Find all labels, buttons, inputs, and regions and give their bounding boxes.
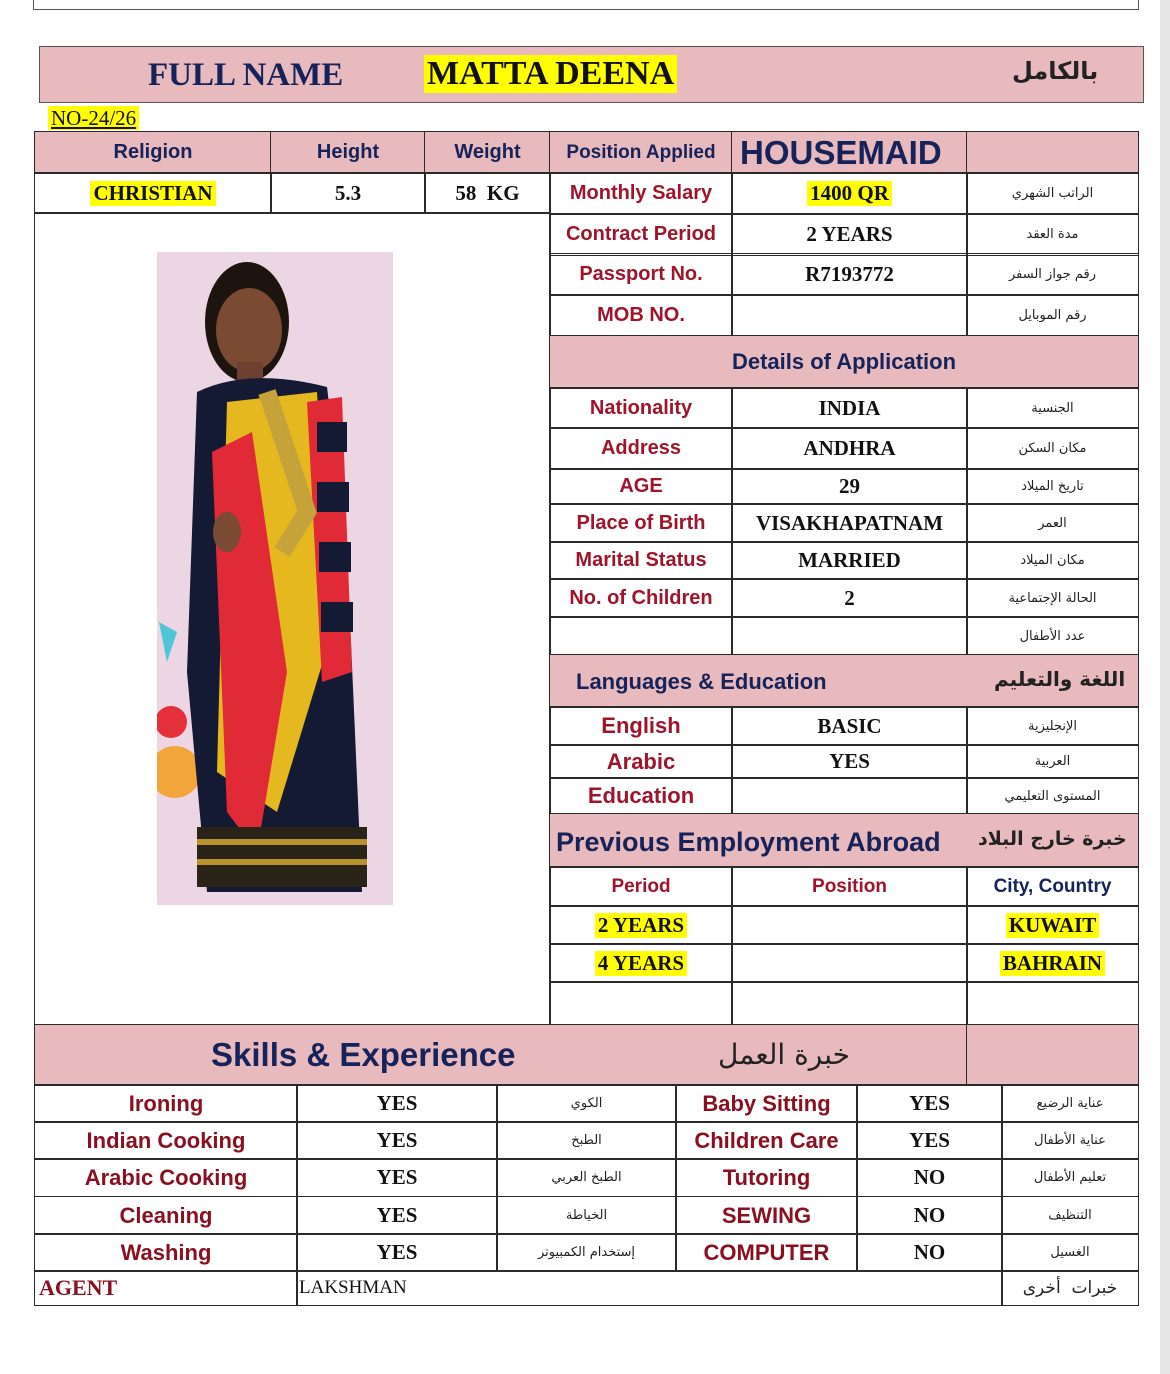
religion-value: CHRISTIAN: [90, 181, 215, 206]
skill-right-label-3: SEWING: [721, 1202, 812, 1228]
skill-right-label-2-cell: [675, 1158, 858, 1197]
contract-arabic-1-cell: [966, 213, 1139, 256]
skill-right-arabic-0-cell: [1001, 1084, 1139, 1123]
contract-label-2: Passport No.: [579, 263, 703, 285]
detail-arabic-1-cell: [966, 427, 1139, 470]
skill-right-arabic-2: تعليم الأطفال: [1033, 1170, 1107, 1185]
contract-value-2-cell: [731, 253, 968, 296]
detail-value-3: VISAKHAPATNAM: [755, 510, 944, 535]
skill-right-value-1: YES: [909, 1128, 950, 1152]
agent-value: LAKSHMAN: [299, 1277, 407, 1298]
agent-arabic: خبرات أخرى: [1022, 1278, 1118, 1298]
detail-arabic-2: تاريخ الميلاد: [1021, 479, 1084, 494]
skill-left-label-0-cell: [34, 1084, 298, 1123]
contract-value-1-cell: [731, 213, 968, 256]
contract-value-2: R7193772: [805, 262, 894, 286]
skill-left-label-1-cell: [34, 1121, 298, 1160]
reference-number: NO-24/26: [48, 106, 139, 130]
skill-left-arabic-0-cell: [496, 1084, 677, 1123]
language-arabic-0: الإنجليزية: [1027, 718, 1078, 734]
language-arabic-0-cell: [966, 706, 1139, 746]
contract-arabic-0-cell: [966, 172, 1139, 215]
detail-value-1: ANDHRA: [803, 436, 896, 460]
detail-label-3: Place of Birth: [576, 511, 706, 534]
skill-right-label-0: Baby Sitting: [702, 1090, 831, 1116]
skill-right-arabic-1: عناية الأطفال: [1034, 1133, 1106, 1148]
skill-right-label-4-cell: [675, 1233, 858, 1272]
skills-header-end: [966, 1024, 1139, 1086]
skill-right-arabic-4: الغسيل: [1050, 1245, 1090, 1260]
candidate-photo: [157, 252, 393, 905]
employment-period-1: 4 YEARS: [595, 951, 687, 976]
full-name-arabic: بالكامل: [1012, 57, 1099, 85]
position-arabic-cell: [966, 131, 1139, 174]
employment-position-2-cell: [731, 981, 968, 1026]
language-value-2-cell: [731, 777, 968, 815]
detail-value-3-cell: [731, 503, 968, 543]
skill-right-value-1-cell: [856, 1121, 1003, 1160]
detail-value-0: INDIA: [818, 395, 881, 420]
detail-arabic-5-cell: [966, 578, 1139, 618]
skill-left-value-4: YES: [376, 1240, 418, 1264]
employment-country-2-cell: [966, 981, 1139, 1026]
skill-right-label-1: Children Care: [694, 1127, 839, 1153]
employment-col-period: Period: [611, 875, 671, 897]
employment-col-country: City, Country: [993, 875, 1112, 897]
skill-left-label-1: Indian Cooking: [86, 1127, 246, 1153]
position-applied-value: HOUSEMAID: [740, 133, 942, 171]
skill-left-arabic-1-cell: [496, 1121, 677, 1160]
skill-right-label-1-cell: [675, 1121, 858, 1160]
detail-arabic-4: مكان الميلاد: [1020, 553, 1085, 568]
contract-label-1-cell: [549, 213, 733, 256]
employment-position-0-cell: [731, 905, 968, 945]
height-label: Height: [316, 141, 380, 163]
full-name-label: FULL NAME: [148, 57, 344, 93]
skill-left-label-2-cell: [34, 1158, 298, 1197]
detail-arabic-2-cell: [966, 468, 1139, 505]
detail-arabic-6-cell: [966, 616, 1139, 656]
scroll-gutter: [1160, 0, 1170, 1374]
details-header: Details of Application: [731, 349, 957, 374]
detail-arabic-6: عدد الأطفال: [1019, 628, 1086, 644]
skill-right-arabic-4-cell: [1001, 1233, 1139, 1272]
skill-right-arabic-2-cell: [1001, 1158, 1139, 1197]
language-arabic-1: العربية: [1034, 754, 1071, 769]
skill-left-arabic-2-cell: [496, 1158, 677, 1197]
detail-arabic-5: الحالة الإجتماعية: [1008, 590, 1097, 606]
skill-right-label-4: COMPUTER: [703, 1239, 830, 1265]
agent-label: AGENT: [39, 1275, 118, 1300]
detail-value-4: MARRIED: [798, 548, 901, 572]
skill-right-value-2-cell: [856, 1158, 1003, 1197]
weight-label: Weight: [454, 141, 521, 163]
language-label-2-cell: [549, 777, 733, 815]
skill-right-value-3: NO: [913, 1203, 946, 1227]
language-label-1-cell: [549, 744, 733, 779]
detail-arabic-4-cell: [966, 541, 1139, 580]
full-name-bar: [39, 46, 1144, 103]
skill-left-label-3: Cleaning: [119, 1202, 213, 1228]
contract-label-3-cell: [549, 294, 733, 337]
skill-left-label-4: Washing: [120, 1239, 212, 1265]
skill-left-value-2-cell: [296, 1158, 498, 1197]
detail-label-0-cell: [549, 387, 733, 429]
skill-left-value-1: YES: [376, 1128, 418, 1152]
language-arabic-2: المستوى التعليمي: [1004, 788, 1101, 804]
skill-right-value-4: NO: [913, 1240, 946, 1264]
employment-header: Previous Employment Abroad: [556, 827, 941, 857]
skill-left-value-1-cell: [296, 1121, 498, 1160]
contract-value-1: 2 YEARS: [806, 222, 893, 246]
detail-arabic-1: مكان السكن: [1018, 441, 1087, 456]
religion-label: Religion: [113, 141, 193, 163]
detail-label-2-cell: [549, 468, 733, 505]
detail-label-5-cell: [549, 578, 733, 618]
skill-left-value-0-cell: [296, 1084, 498, 1123]
previous-page-edge: [33, 0, 1139, 10]
detail-value-1-cell: [731, 427, 968, 470]
skill-left-value-2: YES: [376, 1165, 418, 1189]
employment-period-0-cell: [549, 905, 733, 945]
skill-left-label-2: Arabic Cooking: [84, 1164, 248, 1190]
skill-right-arabic-3-cell: [1001, 1196, 1139, 1235]
skill-right-arabic-0: عناية الرضيع: [1036, 1096, 1104, 1111]
detail-label-1-cell: [549, 427, 733, 470]
skill-left-arabic-4: إستخدام الكمبيوتر: [537, 1245, 636, 1260]
employment-period-1-cell: [549, 943, 733, 983]
employment-position-1-cell: [731, 943, 968, 983]
employment-country-0: KUWAIT: [1006, 913, 1100, 938]
language-value-0: BASIC: [817, 713, 882, 738]
detail-arabic-3: العمر: [1038, 515, 1067, 531]
detail-label-0: Nationality: [589, 396, 693, 419]
skill-left-value-0: YES: [376, 1091, 418, 1115]
contract-arabic-0: الراتب الشهري: [1011, 186, 1094, 201]
employment-period-0: 2 YEARS: [595, 913, 687, 938]
skill-left-value-4-cell: [296, 1233, 498, 1272]
languages-header-arabic: اللغة والتعليم: [994, 667, 1126, 691]
language-arabic-2-cell: [966, 777, 1139, 815]
skill-right-label-0-cell: [675, 1084, 858, 1123]
skill-left-label-4-cell: [34, 1233, 298, 1272]
skill-right-arabic-3: التنظيف: [1048, 1208, 1092, 1223]
contract-arabic-2-cell: [966, 253, 1139, 296]
skills-header: Skills & Experience: [211, 1036, 516, 1073]
skill-right-arabic-1-cell: [1001, 1121, 1139, 1160]
language-label-2: Education: [587, 783, 695, 808]
detail-value-5-cell: [731, 578, 968, 618]
contract-arabic-1: مدة العقد: [1026, 227, 1079, 242]
skill-left-arabic-3-cell: [496, 1196, 677, 1235]
detail-value-0-cell: [731, 387, 968, 429]
skill-right-label-2: Tutoring: [722, 1164, 811, 1190]
contract-value-3-cell: [731, 294, 968, 337]
contract-label-1: Contract Period: [565, 223, 717, 245]
height-value: 5.3: [334, 180, 362, 205]
employment-period-2-cell: [549, 981, 733, 1026]
skill-right-value-0: YES: [909, 1091, 950, 1115]
detail-label-5: No. of Children: [569, 586, 713, 609]
detail-value-2-cell: [731, 468, 968, 505]
employment-country-1: BAHRAIN: [1000, 951, 1105, 976]
skill-left-arabic-3: الخياطة: [565, 1208, 608, 1223]
contract-label-0-cell: [549, 172, 733, 215]
contract-value-0: 1400 QR: [807, 181, 892, 206]
language-arabic-1-cell: [966, 744, 1139, 779]
weight-value: 58 KG: [455, 180, 520, 205]
detail-arabic-3-cell: [966, 503, 1139, 543]
detail-label-4: Marital Status: [575, 549, 707, 571]
skill-left-value-3-cell: [296, 1196, 498, 1235]
contract-label-2-cell: [549, 253, 733, 296]
detail-label-2: AGE: [619, 475, 663, 497]
skill-left-arabic-0: الكوي: [570, 1096, 603, 1111]
skill-left-arabic-2: الطبخ العربي: [551, 1170, 622, 1185]
detail-value-4-cell: [731, 541, 968, 580]
skill-left-label-0: Ironing: [128, 1090, 204, 1116]
language-value-0-cell: [731, 706, 968, 746]
language-label-0-cell: [549, 706, 733, 746]
contract-value-0-cell: [731, 172, 968, 215]
full-name-value: MATTA DEENA: [424, 55, 677, 93]
position-applied-label: Position Applied: [566, 141, 716, 163]
employment-country-0-cell: [966, 905, 1139, 945]
skill-left-arabic-1: الطبخ: [571, 1133, 602, 1148]
detail-value-5: 2: [844, 585, 855, 610]
detail-value-2: 29: [839, 474, 860, 498]
contract-label-3: MOB NO.: [597, 304, 685, 326]
languages-header: Languages & Education: [576, 669, 827, 694]
contract-arabic-3: رقم الموبايل: [1018, 308, 1087, 323]
contract-arabic-2: رقم جواز السفر: [1009, 267, 1096, 282]
detail-arabic-0: الجنسية: [1031, 400, 1074, 416]
skill-left-value-3: YES: [376, 1203, 418, 1227]
detail-label-1: Address: [600, 437, 682, 459]
skill-right-value-2: NO: [913, 1165, 946, 1189]
detail-label-3-cell: [549, 503, 733, 543]
skill-right-value-3-cell: [856, 1196, 1003, 1235]
language-label-0: English: [601, 713, 681, 738]
skill-right-value-0-cell: [856, 1084, 1003, 1123]
detail-label-4-cell: [549, 541, 733, 580]
contract-label-0: Monthly Salary: [569, 182, 713, 204]
skill-right-value-4-cell: [856, 1233, 1003, 1272]
detail-value-6-cell: [731, 616, 968, 656]
language-value-1: YES: [829, 749, 870, 773]
skill-right-label-3-cell: [675, 1196, 858, 1235]
employment-header-arabic: خبرة خارج البلاد: [978, 828, 1127, 850]
skill-left-label-3-cell: [34, 1196, 298, 1235]
skill-left-arabic-4-cell: [496, 1233, 677, 1272]
skills-header-arabic: خبرة العمل: [718, 1038, 850, 1071]
language-value-1-cell: [731, 744, 968, 779]
detail-label-6-cell: [549, 616, 733, 656]
employment-col-position: Position: [812, 875, 887, 897]
contract-arabic-3-cell: [966, 294, 1139, 337]
detail-arabic-0-cell: [966, 387, 1139, 429]
language-label-1: Arabic: [606, 748, 676, 774]
employment-country-1-cell: [966, 943, 1139, 983]
